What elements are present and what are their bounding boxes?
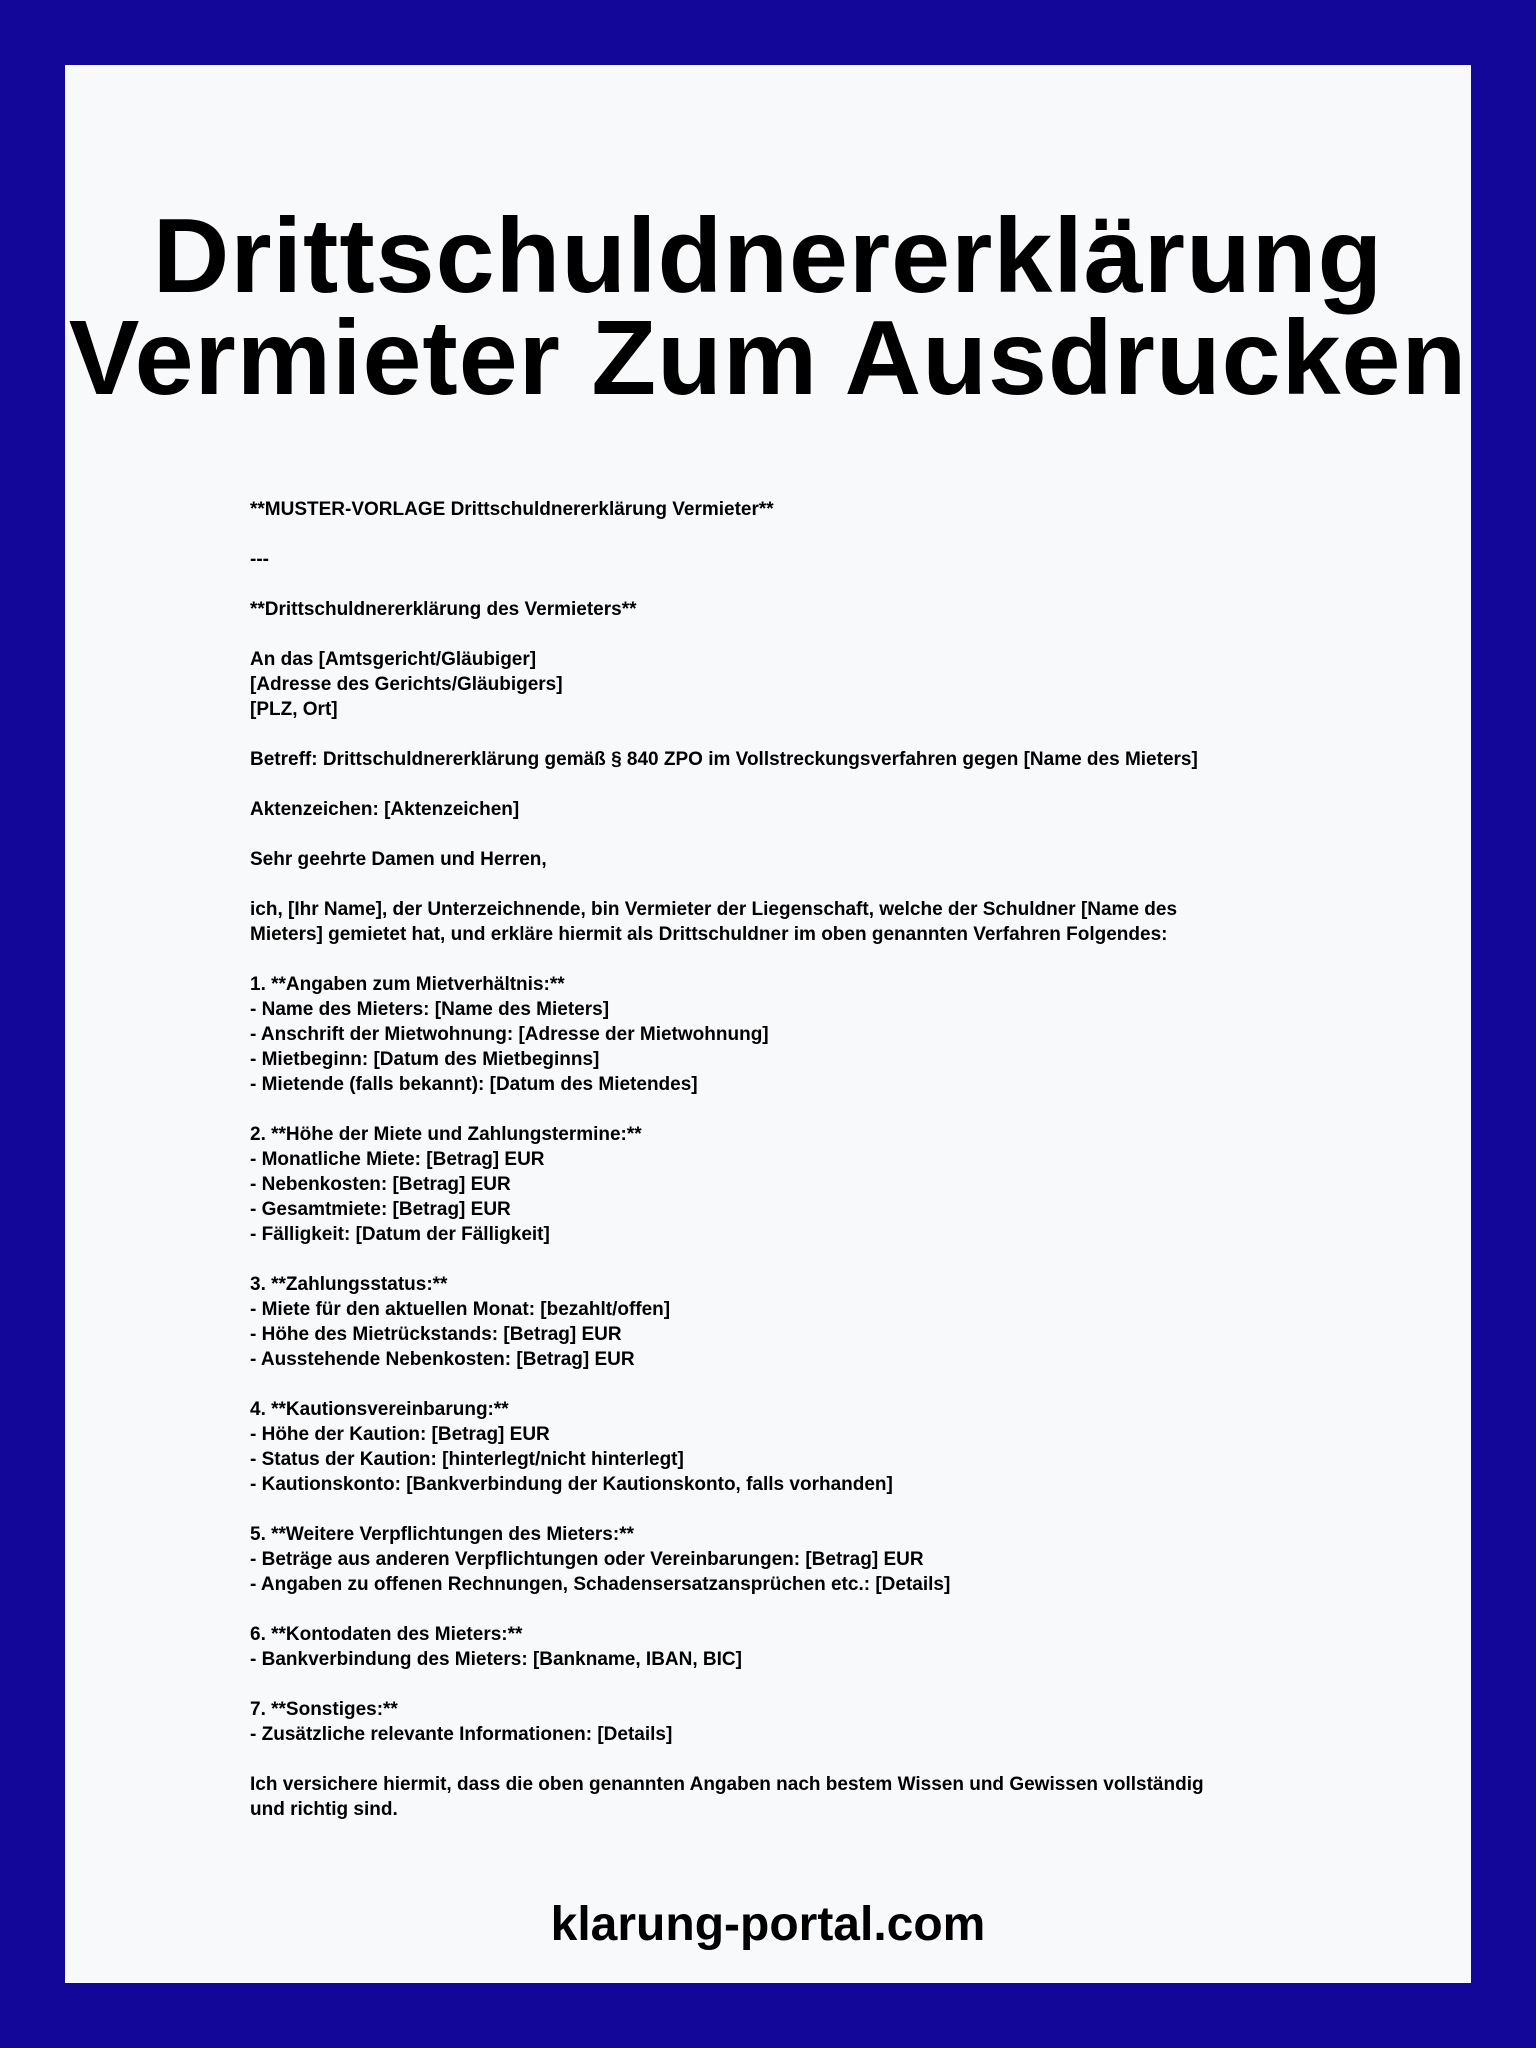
spacer [250,1747,1330,1772]
spacer [250,772,1330,797]
spacer [250,872,1330,897]
recipient-line: An das [Amtsgericht/Gläubiger] [250,649,537,670]
spacer [250,522,1330,547]
spacer [250,822,1330,847]
recipient-block [250,647,1330,722]
separator: --- [250,549,269,570]
section-account-data [250,1622,1330,1672]
list-item: - Name des Mieters: [Name des Mieters] [250,999,610,1020]
spacer [250,722,1330,747]
list-item: - Monatliche Miete: [Betrag] EUR [250,1149,545,1170]
spacer [250,1672,1330,1697]
document-body [250,497,1330,1822]
section-other-obligations [250,1522,1330,1597]
recipient-line: [PLZ, Ort] [250,699,338,720]
spacer [250,622,1330,647]
site-footer: klarung-portal.com [550,1898,986,1951]
section-heading: 7. **Sonstiges:** [250,1699,398,1720]
list-item: - Mietende (falls bekannt): [Datum des Mietendes] [250,1074,698,1095]
section-tenancy [250,972,1330,1097]
closing-line: und richtig sind. [250,1799,398,1820]
list-item: - Status der Kaution: [hinterlegt/nicht hinterlegt] [250,1449,684,1470]
document-sheet [65,65,1471,1983]
page-title [65,197,1471,417]
section-heading: 4. **Kautionsvereinbarung:** [250,1399,509,1420]
section-miscellaneous [250,1697,1330,1747]
page-title-line-1: Drittschuldnererklärung [152,197,1384,315]
list-item: - Höhe des Mietrückstands: [Betrag] EUR [250,1324,622,1345]
list-item: - Mietbeginn: [Datum des Mietbeginns] [250,1049,600,1070]
list-item: - Höhe der Kaution: [Betrag] EUR [250,1424,550,1445]
list-item: - Bankverbindung des Mieters: [Bankname, IBAN, BIC] [250,1649,742,1670]
list-item: - Anschrift der Mietwohnung: [Adresse der Mietwohnung] [250,1024,769,1045]
intro-line: Mieters] gemietet hat, und erkläre hiermit als Drittschuldner im oben genannten Verfahren Folgendes: [250,924,1168,945]
section-payment-status [250,1272,1330,1372]
salutation: Sehr geehrte Damen und Herren, [250,849,547,870]
page-title-line-2: Vermieter Zum Ausdrucken [68,299,1468,417]
spacer [250,572,1330,597]
intro-line: ich, [Ihr Name], der Unterzeichnende, bin Vermieter der Liegenschaft, welche der Schuldner [Name des [250,899,1178,920]
list-item: - Fälligkeit: [Datum der Fälligkeit] [250,1224,550,1245]
list-item: - Kautionskonto: [Bankverbindung der Kautionskonto, falls vorhanden] [250,1474,893,1495]
section-rent [250,1122,1330,1247]
recipient-line: [Adresse des Gerichts/Gläubigers] [250,674,563,695]
intro-paragraph [250,897,1330,947]
file-number: Aktenzeichen: [Aktenzeichen] [250,799,520,820]
spacer [250,1247,1330,1272]
list-item: - Angaben zu offenen Rechnungen, Schadensersatzansprüchen etc.: [Details] [250,1574,951,1595]
list-item: - Zusätzliche relevante Informationen: [Details] [250,1724,673,1745]
spacer [250,1497,1330,1522]
list-item: - Gesamtmiete: [Betrag] EUR [250,1199,511,1220]
section-heading: 2. **Höhe der Miete und Zahlungstermine:** [250,1124,642,1145]
list-item: - Miete für den aktuellen Monat: [bezahlt/offen] [250,1299,671,1320]
section-heading: 6. **Kontodaten des Mieters:** [250,1624,523,1645]
document-heading: **Drittschuldnererklärung des Vermieters** [250,599,637,620]
spacer [250,947,1330,972]
section-heading: 1. **Angaben zum Mietverhältnis:** [250,974,565,995]
section-deposit [250,1397,1330,1497]
closing-paragraph [250,1772,1330,1822]
list-item: - Nebenkosten: [Betrag] EUR [250,1174,511,1195]
spacer [250,1372,1330,1397]
template-header: **MUSTER-VORLAGE Drittschuldnererklärung Vermieter** [250,499,774,520]
spacer [250,1097,1330,1122]
list-item: - Beträge aus anderen Verpflichtungen oder Vereinbarungen: [Betrag] EUR [250,1549,924,1570]
closing-line: Ich versichere hiermit, dass die oben genannten Angaben nach bestem Wissen und Gewissen vollständig [250,1774,1204,1795]
section-heading: 5. **Weitere Verpflichtungen des Mieters:** [250,1524,634,1545]
list-item: - Ausstehende Nebenkosten: [Betrag] EUR [250,1349,635,1370]
spacer [250,1597,1330,1622]
section-heading: 3. **Zahlungsstatus:** [250,1274,448,1295]
subject-line: Betreff: Drittschuldnererklärung gemäß § 840 ZPO im Vollstreckungsverfahren gegen [Name des Mieters] [250,749,1198,770]
